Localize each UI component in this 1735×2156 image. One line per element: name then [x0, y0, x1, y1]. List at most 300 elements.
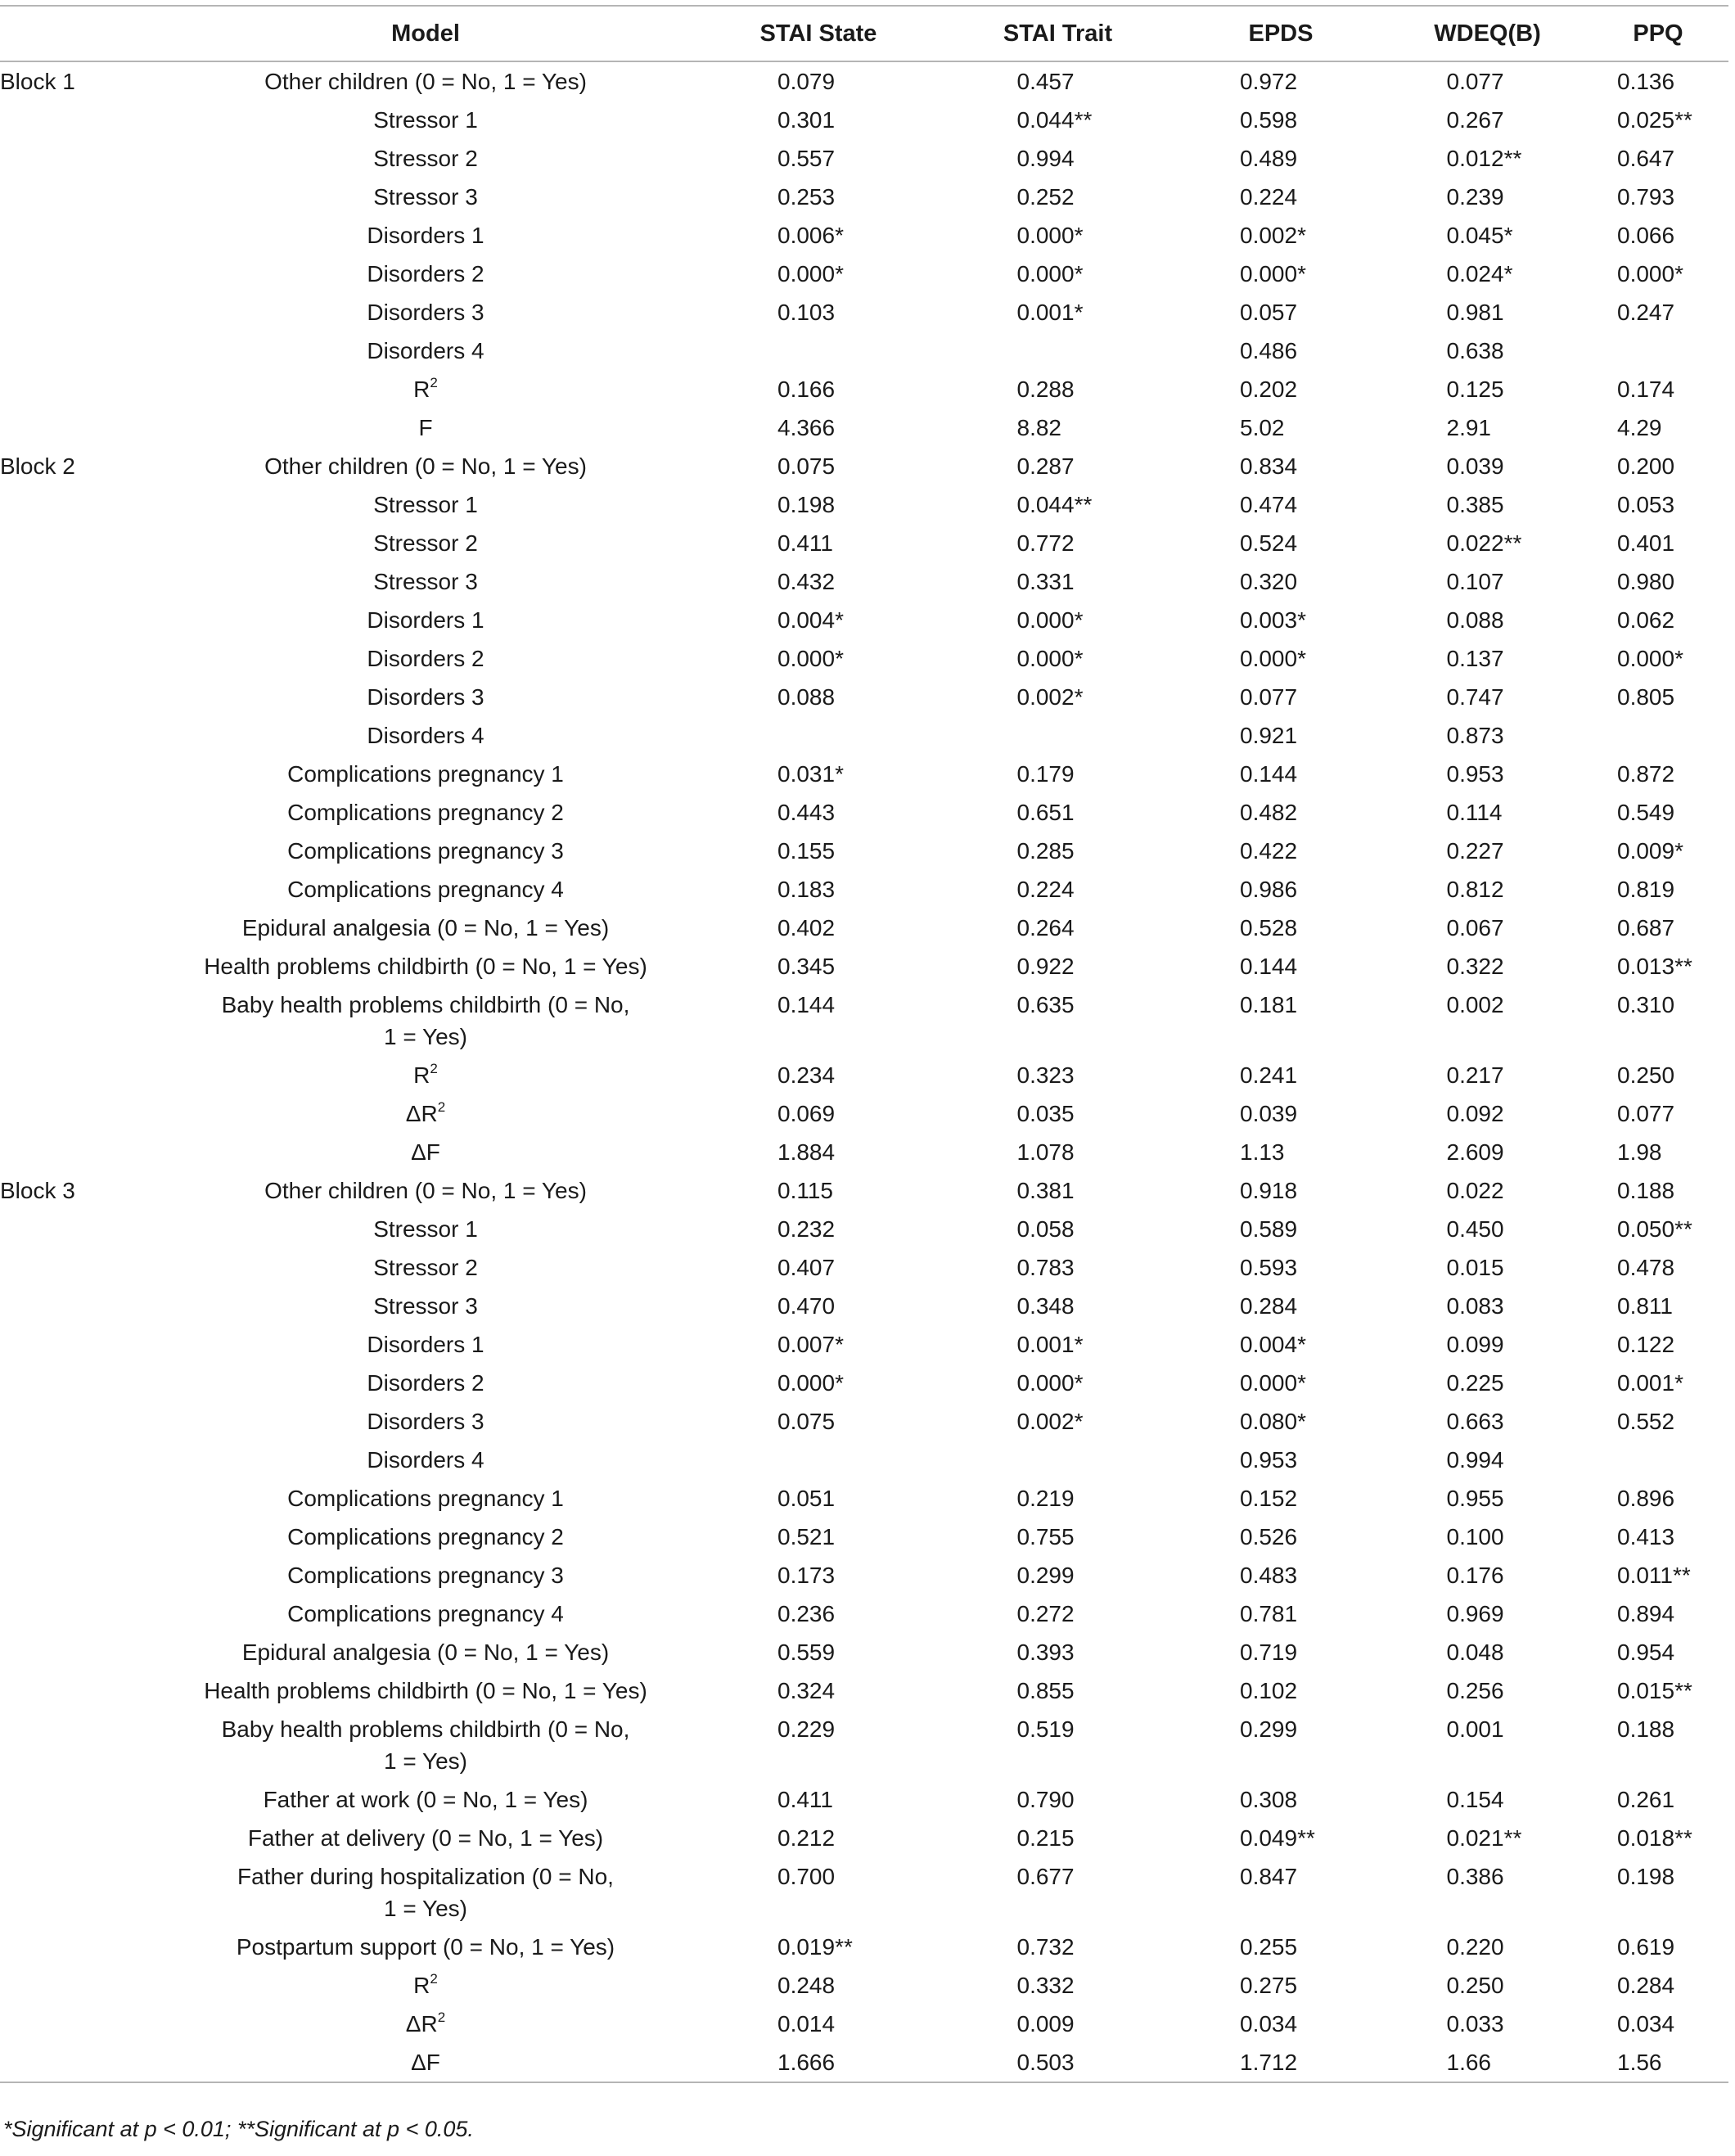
value: 0.953 — [1240, 1447, 1298, 1473]
value: 0.011** — [1617, 1563, 1691, 1588]
value: 0.855 — [1016, 1678, 1075, 1703]
value-cell-epds — [1174, 986, 1387, 1056]
value: 0.320 — [1240, 569, 1298, 594]
value-cell-ppq — [1588, 1780, 1728, 1819]
variable-cell — [155, 2005, 696, 2043]
value: 0.474 — [1240, 492, 1298, 517]
value-cell-ppq — [1588, 1928, 1728, 1966]
value-cell-stai-state — [696, 1094, 941, 1133]
value-cell-wdeq — [1387, 1325, 1588, 1364]
variable-cell — [155, 986, 696, 1056]
value-cell-stai-trait — [941, 601, 1174, 639]
value-cell-ppq — [1588, 601, 1728, 639]
table-row — [0, 1441, 1728, 1479]
variable-cell — [155, 678, 696, 716]
value: 0.847 — [1240, 1864, 1298, 1889]
value-cell-ppq — [1588, 1364, 1728, 1402]
value-cell-stai-trait — [941, 332, 1174, 370]
value-cell-epds — [1174, 1210, 1387, 1248]
value: 0.894 — [1617, 1601, 1675, 1626]
table-row — [0, 1364, 1728, 1402]
value: 0.033 — [1446, 2011, 1504, 2036]
value-cell-stai-state — [696, 870, 941, 909]
table-row — [0, 216, 1728, 255]
value: 0.284 — [1617, 1973, 1675, 1998]
value-cell-stai-trait — [941, 639, 1174, 678]
value-cell-stai-state — [696, 447, 941, 485]
block-label — [0, 639, 155, 678]
value: 0.022 — [1446, 1178, 1504, 1203]
value-cell-stai-trait — [941, 255, 1174, 293]
value: 0.219 — [1016, 1486, 1075, 1511]
value: 0.284 — [1240, 1293, 1298, 1319]
value-cell-wdeq — [1387, 1248, 1588, 1287]
variable-cell — [155, 1094, 696, 1133]
table-row — [0, 909, 1728, 947]
value: 0.034 — [1617, 2011, 1675, 2036]
table-row — [0, 716, 1728, 755]
variable-label: ΔR — [405, 1101, 438, 1126]
value-cell-epds — [1174, 447, 1387, 485]
value-cell-epds — [1174, 562, 1387, 601]
block-label — [0, 1594, 155, 1633]
value: 0.224 — [1016, 877, 1075, 902]
value: 0.136 — [1617, 69, 1675, 94]
value-cell-stai-state — [696, 909, 941, 947]
value-cell-wdeq — [1387, 1518, 1588, 1556]
value-cell-stai-trait — [941, 562, 1174, 601]
value-cell-wdeq — [1387, 755, 1588, 793]
value: 0.035 — [1016, 1101, 1075, 1126]
value: 0.031* — [777, 761, 844, 787]
value-cell-epds — [1174, 1819, 1387, 1857]
variable-label: Complications pregnancy 2 — [287, 800, 564, 825]
table-row — [0, 601, 1728, 639]
header-model: Model — [155, 6, 696, 61]
value: 0.048 — [1446, 1640, 1504, 1665]
value: 0.755 — [1016, 1524, 1075, 1549]
value-cell-epds — [1174, 1928, 1387, 1966]
value-cell-stai-state — [696, 1710, 941, 1780]
value-cell-stai-state — [696, 332, 941, 370]
value: 0.018** — [1617, 1825, 1692, 1851]
variable-label: Other children (0 = No, 1 = Yes) — [264, 1178, 587, 1203]
value: 0.000* — [777, 261, 844, 286]
value-cell-wdeq — [1387, 562, 1588, 601]
value-cell-wdeq — [1387, 870, 1588, 909]
value: 0.253 — [777, 184, 836, 210]
value: 0.256 — [1446, 1678, 1504, 1703]
value-cell-ppq — [1588, 1402, 1728, 1441]
variable-cell — [155, 1594, 696, 1633]
value: 0.980 — [1617, 569, 1675, 594]
value: 0.050** — [1617, 1216, 1692, 1242]
value: 0.000* — [1240, 1370, 1306, 1396]
value-cell-stai-trait — [941, 2005, 1174, 2043]
variable-label: Stressor 3 — [373, 184, 478, 210]
value-cell-stai-state — [696, 716, 941, 755]
table-row — [0, 1780, 1728, 1819]
value-cell-epds — [1174, 61, 1387, 101]
value: 0.102 — [1240, 1678, 1298, 1703]
value: 0.125 — [1446, 377, 1504, 402]
value: 0.783 — [1016, 1255, 1075, 1280]
value-cell-epds — [1174, 1479, 1387, 1518]
value: 0.385 — [1446, 492, 1504, 517]
value: 0.069 — [777, 1101, 836, 1126]
value-cell-wdeq — [1387, 2043, 1588, 2082]
value: 0.261 — [1617, 1787, 1675, 1812]
value: 0.067 — [1446, 915, 1504, 940]
value: 0.229 — [777, 1716, 836, 1742]
variable-cell — [155, 139, 696, 178]
table-row — [0, 832, 1728, 870]
value-cell-stai-trait — [941, 370, 1174, 408]
value-cell-epds — [1174, 524, 1387, 562]
value-cell-wdeq — [1387, 601, 1588, 639]
table-row — [0, 562, 1728, 601]
variable-label: Stressor 1 — [373, 492, 478, 517]
value: 0.000* — [1240, 646, 1306, 671]
value-cell-ppq — [1588, 1966, 1728, 2005]
value: 0.039 — [1446, 453, 1504, 479]
table-row — [0, 1056, 1728, 1094]
value: 0.994 — [1446, 1447, 1504, 1473]
value: 0.034 — [1240, 2011, 1298, 2036]
value: 1.66 — [1446, 2050, 1491, 2075]
block-label — [0, 1710, 155, 1780]
value-cell-stai-trait — [941, 1556, 1174, 1594]
value: 0.217 — [1446, 1062, 1504, 1088]
value-cell-stai-state — [696, 1402, 941, 1441]
table-row — [0, 1966, 1728, 2005]
value-cell-wdeq — [1387, 1441, 1588, 1479]
value: 0.972 — [1240, 69, 1298, 94]
value-cell-stai-trait — [941, 408, 1174, 447]
value-cell-stai-trait — [941, 1819, 1174, 1857]
value-cell-ppq — [1588, 1671, 1728, 1710]
value: 0.083 — [1446, 1293, 1504, 1319]
block-label — [0, 2005, 155, 2043]
value: 0.137 — [1446, 646, 1504, 671]
value-cell-stai-state — [696, 2005, 941, 2043]
variable-cell — [155, 909, 696, 947]
value-cell-epds — [1174, 1966, 1387, 2005]
value: 0.593 — [1240, 1255, 1298, 1280]
value-cell-epds — [1174, 1780, 1387, 1819]
block-label — [0, 793, 155, 832]
value-cell-wdeq — [1387, 178, 1588, 216]
table-row — [0, 178, 1728, 216]
value-cell-stai-state — [696, 370, 941, 408]
table-row — [0, 101, 1728, 139]
value-cell-epds — [1174, 1857, 1387, 1928]
variable-label: ΔF — [411, 2050, 440, 2075]
variable-label: R — [413, 1973, 430, 1998]
value-cell-stai-trait — [941, 1966, 1174, 2005]
block-label — [0, 755, 155, 793]
value-cell-stai-trait — [941, 755, 1174, 793]
value: 0.049** — [1240, 1825, 1315, 1851]
block-label — [0, 332, 155, 370]
value-cell-stai-state — [696, 1780, 941, 1819]
value-cell-ppq — [1588, 870, 1728, 909]
value: 0.267 — [1446, 107, 1504, 133]
value: 0.524 — [1240, 530, 1298, 556]
value: 0.896 — [1617, 1486, 1675, 1511]
value-cell-epds — [1174, 1633, 1387, 1671]
table-row — [0, 1171, 1728, 1210]
value: 0.025** — [1617, 107, 1692, 133]
value: 0.045* — [1446, 223, 1513, 248]
value-cell-ppq — [1588, 524, 1728, 562]
table-row — [0, 947, 1728, 986]
value: 0.747 — [1446, 684, 1504, 710]
block-label — [0, 178, 155, 216]
value: 0.790 — [1016, 1787, 1075, 1812]
value-cell-epds — [1174, 1248, 1387, 1287]
value-cell-ppq — [1588, 1556, 1728, 1594]
variable-label: Father at work (0 = No, 1 = Yes) — [263, 1787, 588, 1812]
value-cell-epds — [1174, 1710, 1387, 1780]
variable-label: Father during hospitalization (0 = No, — [237, 1864, 614, 1889]
value-cell-stai-state — [696, 101, 941, 139]
value: 0.677 — [1016, 1864, 1075, 1889]
value-cell-wdeq — [1387, 61, 1588, 101]
table-row — [0, 1857, 1728, 1928]
variable-cell — [155, 1479, 696, 1518]
value: 1.712 — [1240, 2050, 1298, 2075]
table-row — [0, 370, 1728, 408]
table-row — [0, 1556, 1728, 1594]
value-cell-wdeq — [1387, 255, 1588, 293]
value: 0.457 — [1016, 69, 1075, 94]
value-cell-epds — [1174, 678, 1387, 716]
value-cell-epds — [1174, 1402, 1387, 1441]
value-cell-stai-trait — [941, 1710, 1174, 1780]
value: 1.884 — [777, 1139, 836, 1165]
value: 0.478 — [1617, 1255, 1675, 1280]
value-cell-ppq — [1588, 447, 1728, 485]
variable-cell — [155, 1966, 696, 2005]
value: 0.015 — [1446, 1255, 1504, 1280]
variable-cell — [155, 1325, 696, 1364]
value-cell-stai-state — [696, 1479, 941, 1518]
value: 0.002* — [1016, 1409, 1084, 1434]
value-cell-epds — [1174, 909, 1387, 947]
variable-label: Health problems childbirth (0 = No, 1 = Yes) — [204, 1678, 647, 1703]
value-cell-stai-state — [696, 1325, 941, 1364]
value: 0.248 — [777, 1973, 836, 1998]
table-row — [0, 1402, 1728, 1441]
variable-label: Disorders 3 — [367, 1409, 484, 1434]
value-cell-wdeq — [1387, 1966, 1588, 2005]
value: 0.000* — [1016, 223, 1084, 248]
value: 0.486 — [1240, 338, 1298, 363]
value-cell-ppq — [1588, 408, 1728, 447]
value: 0.401 — [1617, 530, 1675, 556]
table-row — [0, 639, 1728, 678]
variable-cell — [155, 178, 696, 216]
value: 0.402 — [777, 915, 836, 940]
value-cell-ppq — [1588, 832, 1728, 870]
value-cell-stai-state — [696, 639, 941, 678]
table-row — [0, 986, 1728, 1056]
value: 0.077 — [1446, 69, 1504, 94]
value: 0.114 — [1446, 800, 1503, 825]
value: 0.152 — [1240, 1486, 1298, 1511]
value: 1.666 — [777, 2050, 836, 2075]
variable-label: R — [413, 1062, 430, 1088]
value-cell-ppq — [1588, 909, 1728, 947]
value: 0.772 — [1016, 530, 1075, 556]
table-row — [0, 1710, 1728, 1780]
value-cell-wdeq — [1387, 524, 1588, 562]
value-cell-ppq — [1588, 1248, 1728, 1287]
value: 0.232 — [777, 1216, 836, 1242]
variable-label: Disorders 3 — [367, 684, 484, 710]
value-cell-ppq — [1588, 1594, 1728, 1633]
block-label — [0, 408, 155, 447]
value-cell-wdeq — [1387, 1402, 1588, 1441]
header-epds: EPDS — [1174, 6, 1387, 61]
value-cell-stai-trait — [941, 1094, 1174, 1133]
value: 0.155 — [777, 838, 836, 864]
variable-cell — [155, 1364, 696, 1402]
block-label — [0, 1325, 155, 1364]
table-row — [0, 793, 1728, 832]
value-cell-epds — [1174, 332, 1387, 370]
table-row — [0, 408, 1728, 447]
value-cell-stai-state — [696, 2043, 941, 2082]
block-label — [0, 485, 155, 524]
table-header — [0, 6, 1728, 61]
value-cell-stai-state — [696, 832, 941, 870]
variable-label: Other children (0 = No, 1 = Yes) — [264, 453, 587, 479]
value: 0.001* — [1617, 1370, 1683, 1396]
superscript: 2 — [437, 1099, 446, 1115]
variable-label: Complications pregnancy 1 — [287, 1486, 564, 1511]
value-cell-stai-state — [696, 1210, 941, 1248]
value-cell-wdeq — [1387, 447, 1588, 485]
value: 0.922 — [1016, 954, 1075, 979]
variable-label: Stressor 2 — [373, 146, 478, 171]
value-cell-ppq — [1588, 216, 1728, 255]
value: 0.781 — [1240, 1601, 1298, 1626]
value: 0.918 — [1240, 1178, 1298, 1203]
value-cell-wdeq — [1387, 1556, 1588, 1594]
block-label — [0, 1928, 155, 1966]
value-cell-stai-trait — [941, 1248, 1174, 1287]
value: 0.647 — [1617, 146, 1675, 171]
value-cell-wdeq — [1387, 1056, 1588, 1094]
value-cell-wdeq — [1387, 1287, 1588, 1325]
value-cell-ppq — [1588, 61, 1728, 101]
variable-label: Baby health problems childbirth (0 = No, — [221, 992, 630, 1017]
value: 0.044** — [1016, 492, 1093, 517]
value: 0.014 — [777, 2011, 836, 2036]
regression-table — [0, 5, 1728, 2083]
block-label — [0, 216, 155, 255]
value: 0.638 — [1446, 338, 1504, 363]
variable-cell — [155, 793, 696, 832]
value-cell-wdeq — [1387, 947, 1588, 986]
value-cell-wdeq — [1387, 1710, 1588, 1780]
table-row — [0, 255, 1728, 293]
value: 0.589 — [1240, 1216, 1298, 1242]
block-label — [0, 1210, 155, 1248]
value-cell-ppq — [1588, 1857, 1728, 1928]
value-cell-stai-trait — [941, 870, 1174, 909]
variable-cell — [155, 870, 696, 909]
value: 0.954 — [1617, 1640, 1675, 1665]
value: 0.432 — [777, 569, 836, 594]
superscript: 2 — [430, 375, 438, 390]
value-cell-stai-trait — [941, 2043, 1174, 2082]
value: 0.719 — [1240, 1640, 1298, 1665]
value-cell-stai-trait — [941, 1325, 1174, 1364]
table-row — [0, 1287, 1728, 1325]
value-cell-ppq — [1588, 947, 1728, 986]
block-label — [0, 1056, 155, 1094]
value: 0.088 — [777, 684, 836, 710]
value-cell-stai-trait — [941, 101, 1174, 139]
value-cell-wdeq — [1387, 216, 1588, 255]
block-label — [0, 1556, 155, 1594]
variable-cell — [155, 1633, 696, 1671]
value-cell-stai-trait — [941, 1671, 1174, 1710]
value: 0.154 — [1446, 1787, 1504, 1812]
value: 0.986 — [1240, 877, 1298, 902]
value: 0.393 — [1016, 1640, 1075, 1665]
value-cell-stai-trait — [941, 293, 1174, 332]
value-cell-wdeq — [1387, 1780, 1588, 1819]
value-cell-stai-state — [696, 793, 941, 832]
variable-cell — [155, 216, 696, 255]
value: 1.98 — [1617, 1139, 1662, 1165]
block-label — [0, 1518, 155, 1556]
value: 2.91 — [1446, 415, 1491, 440]
table-row — [0, 1210, 1728, 1248]
value-cell-stai-trait — [941, 1210, 1174, 1248]
value: 0.100 — [1446, 1524, 1504, 1549]
value: 0.024* — [1446, 261, 1513, 286]
value: 0.144 — [1240, 761, 1298, 787]
value: 0.549 — [1617, 800, 1675, 825]
variable-cell — [155, 1402, 696, 1441]
value-cell-ppq — [1588, 370, 1728, 408]
value-cell-ppq — [1588, 562, 1728, 601]
value-cell-epds — [1174, 1133, 1387, 1171]
value-cell-epds — [1174, 1171, 1387, 1210]
value: 0.044** — [1016, 107, 1093, 133]
block-label — [0, 139, 155, 178]
value: 0.006* — [777, 223, 844, 248]
value-cell-stai-state — [696, 139, 941, 178]
value: 0.198 — [1617, 1864, 1675, 1889]
value-cell-ppq — [1588, 1325, 1728, 1364]
value: 0.805 — [1617, 684, 1675, 710]
value: 0.066 — [1617, 223, 1675, 248]
value-cell-stai-state — [696, 601, 941, 639]
variable-label: ΔF — [411, 1139, 440, 1165]
value: 0.202 — [1240, 377, 1298, 402]
variable-label: Epidural analgesia (0 = No, 1 = Yes) — [241, 1640, 610, 1665]
value-cell-stai-trait — [941, 986, 1174, 1056]
value: 0.001 — [1446, 1716, 1504, 1742]
variable-label: Stressor 3 — [373, 1293, 478, 1319]
value: 0.811 — [1617, 1293, 1673, 1319]
